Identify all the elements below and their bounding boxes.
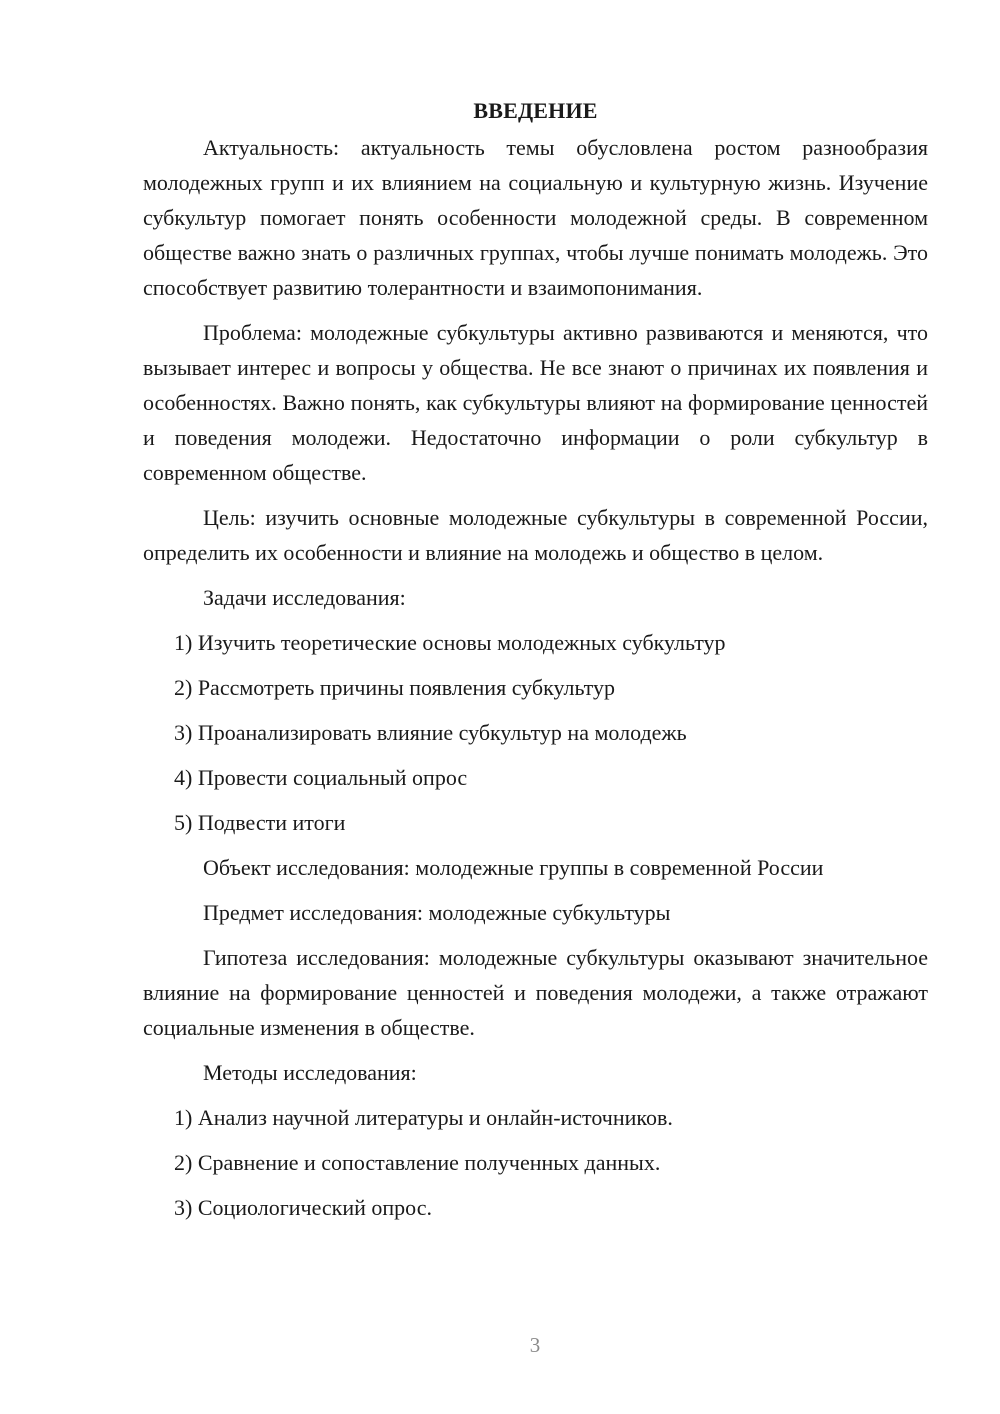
tasks-heading: Задачи исследования:	[203, 585, 406, 610]
page-number: 3	[529, 1333, 541, 1357]
document-page	[143, 94, 928, 1235]
methods-heading: Методы исследования:	[203, 1060, 417, 1085]
list-item: 5) Подвести итоги	[174, 810, 346, 835]
list-item: 3) Проанализировать влияние субкультур на молодежь	[174, 720, 687, 745]
page-title: ВВЕДЕНИЕ	[473, 98, 598, 123]
tasks-list	[143, 625, 928, 840]
goal-paragraph: Цель: изучить основные молодежные субкультуры в современной России, определить их особенности и влияние на молодежь и общество в целом.	[143, 505, 928, 565]
object-line: Объект исследования: молодежные группы в современной России	[203, 855, 824, 880]
methods-list	[143, 1100, 928, 1225]
list-item: 2) Сравнение и сопоставление полученных данных.	[174, 1150, 661, 1175]
problem-paragraph: Проблема: молодежные субкультуры активно развиваются и меняются, что вызывает интерес и вопросы у общества. Не все знают о причинах их появления и особенностях. Важно понять, как субкультуры влияют на формирование ценностей и поведения молодежи. Недостаточно информации о роли субкультур в современном обществе.	[143, 320, 928, 485]
hypothesis-paragraph: Гипотеза исследования: молодежные субкультуры оказывают значительное влияние на формирование ценностей и поведения молодежи, а также отражают социальные изменения в обществе.	[143, 945, 928, 1040]
list-item: 4) Провести социальный опрос	[174, 765, 468, 790]
list-item: 2) Рассмотреть причины появления субкультур	[174, 675, 615, 700]
list-item: 1) Изучить теоретические основы молодежных субкультур	[174, 630, 726, 655]
list-item: 1) Анализ научной литературы и онлайн-источников.	[174, 1105, 673, 1130]
relevance-paragraph: Актуальность: актуальность темы обусловлена ростом разнообразия молодежных групп и их влиянием на социальную и культурную жизнь. Изучение субкультур помогает понять особенности молодежной среды. В современном обществе важно знать о различных группах, чтобы лучше понимать молодежь. Это способствует развитию толерантности и взаимопонимания.	[143, 135, 928, 300]
subject-line: Предмет исследования: молодежные субкультуры	[203, 900, 671, 925]
list-item: 3) Социологический опрос.	[174, 1195, 432, 1220]
